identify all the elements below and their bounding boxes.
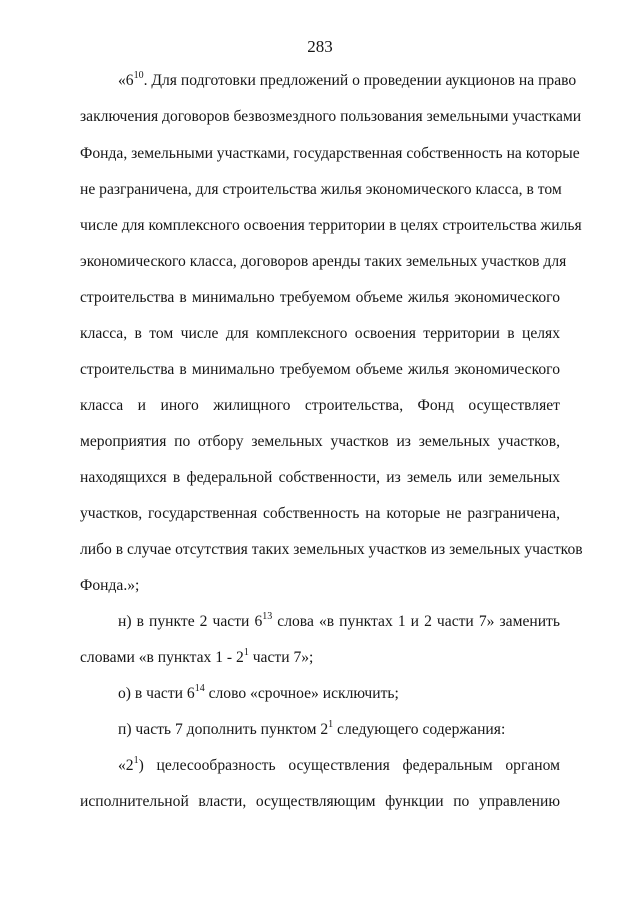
- text-segment: ) целесообразность осуществления федеральным органом: [138, 757, 560, 774]
- text-line: экономического класса, договоров аренды таких земельных участков для: [80, 253, 567, 270]
- text-line: [80, 648, 560, 668]
- text-line: не разграничена, для строительства жилья экономического класса, в том: [80, 181, 562, 198]
- text-segment: н) в пункте 2 части 6: [118, 613, 263, 630]
- text-line: [118, 720, 505, 740]
- text-segment: . Для подготовки предложений о проведении аукционов на право: [143, 72, 577, 89]
- text-line: Фонда.»;: [80, 577, 140, 594]
- text-line: строительства в минимально требуемом объеме жилья экономического: [80, 361, 560, 378]
- superscript: 1: [328, 718, 334, 730]
- text-line: либо в случае отсутствия таких земельных участков из земельных участков: [80, 541, 583, 558]
- text-segment: «2: [118, 757, 134, 774]
- text-line: заключения договоров безвозмездного пользования земельными участками: [80, 108, 582, 125]
- superscript: 1: [133, 754, 139, 766]
- text-line: класса, в том числе для комплексного освоения территории в целях: [80, 325, 560, 342]
- text-line: [118, 756, 560, 776]
- text-segment: следующего содержания:: [333, 721, 506, 738]
- text-segment: «6: [118, 72, 134, 89]
- text-segment: п) часть 7 дополнить пунктом 2: [118, 721, 329, 738]
- text-line: участков, государственная собственность на которые не разграничена,: [80, 505, 560, 522]
- text-line: числе для комплексного освоения территории в целях строительства жилья: [80, 217, 582, 234]
- page-number: 283: [307, 37, 333, 56]
- superscript: 10: [133, 69, 144, 81]
- text-segment: словами «в пунктах 1 - 2: [80, 649, 244, 666]
- text-line: исполнительной власти, осуществляющим функции по управлению: [80, 793, 560, 810]
- text-segment: части 7»;: [248, 649, 314, 666]
- text-segment: слово «срочное» исключить;: [204, 685, 399, 702]
- text-line: мероприятия по отбору земельных участков из земельных участков,: [80, 433, 560, 450]
- text-line: Фонда, земельными участками, государственная собственность на которые: [80, 145, 580, 162]
- text-line: [118, 69, 577, 91]
- text-line: [118, 612, 560, 632]
- text-segment: слова «в пунктах 1 и 2 части 7» заменить: [272, 613, 560, 630]
- text-line: находящихся в федеральной собственности, из земель или земельных: [80, 469, 560, 486]
- text-line: класса и иного жилищного строительства, Фонд осуществляет: [80, 397, 560, 414]
- superscript: 13: [262, 610, 273, 622]
- text-segment: о) в части 6: [118, 685, 195, 702]
- text-line: [118, 684, 399, 704]
- superscript: 14: [194, 682, 205, 694]
- superscript: 1: [243, 646, 249, 658]
- text-line: строительства в минимально требуемом объеме жилья экономического: [80, 289, 560, 306]
